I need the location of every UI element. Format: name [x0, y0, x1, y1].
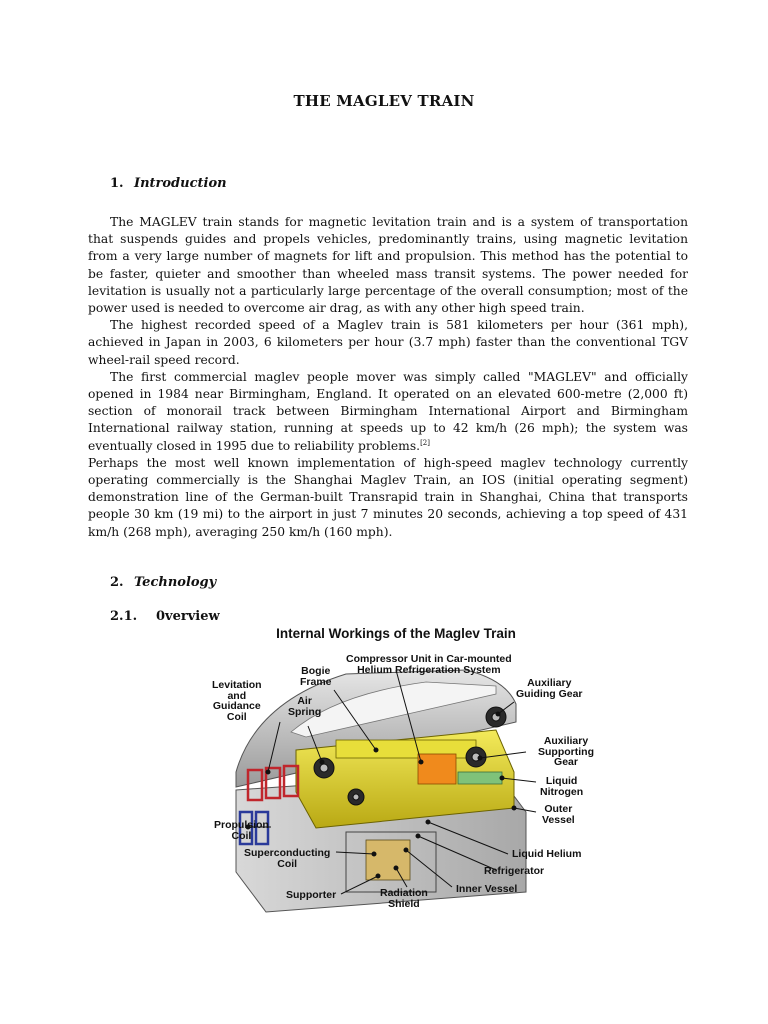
label-inner-vessel: Inner Vessel: [456, 883, 518, 895]
label-outer-vessel: Outer Vessel: [542, 803, 575, 826]
label-air-spring: Air Spring: [288, 695, 322, 718]
maglev-diagram-figure: [196, 622, 596, 920]
paragraph: The MAGLEV train stands for magnetic levitation train and is a system of transportation that suspends guides and propels vehicles, predominantly trains, using magnetic levitation from a very large number of magnets for lift and propulsion. This method has the potential to be faster, quieter and smoother than wheeled mass transit systems. The power needed for levitation is usually not a particularly large percentage of the overall consumption; most of the power used is needed to overcome air drag, as with any other high speed train.: [88, 215, 688, 316]
footnote-reference[interactable]: [2]: [420, 438, 430, 447]
label-superconducting-coil: Superconducting Coil: [244, 847, 331, 870]
label-levitation-guidance-coil: Levitation and Guidance Coil: [212, 679, 262, 723]
nitrogen-tank: [458, 772, 502, 784]
label-liquid-nitrogen: Liquid Nitrogen: [540, 775, 584, 798]
label-auxiliary-supporting-gear: Auxiliary Supporting Gear: [538, 735, 594, 768]
paragraph: Perhaps the most well known implementation of high-speed maglev technology currently operating commercially is the Shanghai Maglev Train, an IOS (initial operating segment) demonstration line of the German-built Transrapid train in Shanghai, China that transports people 30 km (19 mi) to the airport in just 7 minutes 20 seconds, achieving a top speed of 431 km/h (268 mph), averaging 250 km/h (160 mph).: [88, 455, 688, 539]
paragraph: [88, 369, 688, 455]
document-title: THE MAGLEV TRAIN: [293, 92, 475, 110]
label-radiation-shield: Radiation Shield: [380, 887, 428, 910]
refrigeration-unit: [418, 754, 456, 784]
section-title: Technology: [134, 575, 217, 590]
section-heading-introduction: [110, 176, 227, 191]
paragraph-text: The first commercial maglev people mover was simply called "MAGLEV" and officially opened in 1984 near Birmingham, England. It operated on an elevated 600-metre (2,000 ft) section of monorail track between Birmingham International Airport and Birmingham International railway station, running at speeds up to 42 km/h (26 mph); the system was eventually closed in 1995 due to reliability problems.: [88, 369, 688, 453]
label-refrigerator: Refrigerator: [484, 865, 545, 877]
figure-title: Internal Workings of the Maglev Train: [276, 626, 516, 641]
section-title: Introduction: [134, 176, 227, 191]
label-propulsion-coil: Propulsion Coil: [214, 819, 269, 842]
subsection-number: 2.1.: [110, 609, 138, 624]
section-number: 1.: [110, 176, 124, 191]
label-liquid-helium: Liquid Helium: [512, 848, 582, 860]
superconducting-coil-block: [366, 840, 410, 880]
section-number: 2.: [110, 575, 124, 590]
label-bogie-frame: Bogie Frame: [300, 665, 332, 688]
subsection-title: 0verview: [156, 609, 220, 624]
label-supporter: Supporter: [286, 889, 337, 901]
section-heading-technology: [110, 575, 216, 590]
paragraph: The highest recorded speed of a Maglev train is 581 kilometers per hour (361 mph), achieved in Japan in 2003, 6 kilometers per hour (3.7 mph) faster than the conventional TGV wheel-rail speed record.: [88, 318, 688, 367]
introduction-body: [88, 214, 688, 541]
label-auxiliary-guiding-gear: Auxiliary Guiding Gear: [516, 677, 583, 700]
label-compressor-unit: Compressor Unit in Car-mounted Helium Refrigeration System: [346, 653, 512, 676]
